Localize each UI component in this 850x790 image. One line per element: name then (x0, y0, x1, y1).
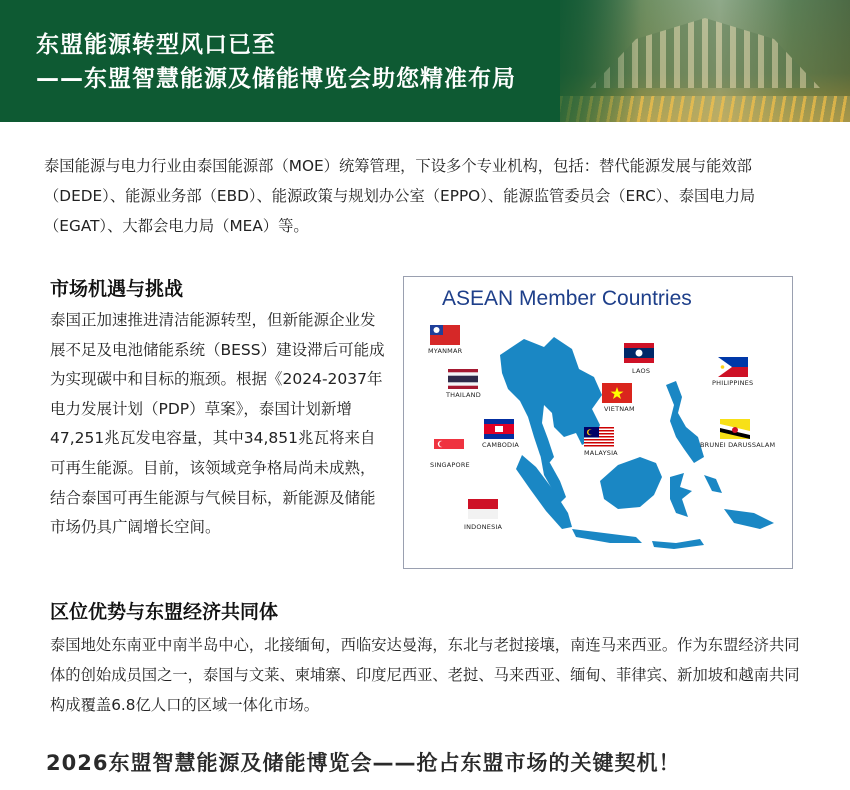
region-paragraph: 泰国地处东南亚中南半岛中心，北接缅甸，西临安达曼海，东北与老挝接壤，南连马来西亚。作为东盟经济共同体的创始成员国之一，泰国与文莱、柬埔寨、印度尼西亚、老挝、马来西亚、缅甸、菲律宾、新加坡和越南共同构成覆盖6.8亿人口的区域一体化市场。 (50, 636, 800, 714)
header-banner (0, 0, 850, 122)
label-laos: LAOS (632, 367, 651, 375)
malaysia-flag-icon (584, 427, 614, 447)
region-heading: 区位优势与东盟经济共同体 (50, 601, 279, 623)
label-singapore: SINGAPORE (430, 461, 470, 469)
label-thailand: THAILAND (446, 391, 481, 399)
label-philippines: PHILIPPINES (712, 379, 754, 387)
closing-headline: 2026东盟智慧能源及储能博览会——抢占东盟市场的关键契机！ (46, 751, 681, 775)
banner-fade (520, 0, 640, 122)
intro-paragraph: 泰国能源与电力行业由泰国能源部（MOE）统筹管理，下设多个专业机构，包括：替代能源发展与能效部（DEDE）、能源业务部（EBD）、能源政策与规划办公室（EPPO）、能源监管委员会（ERC）、泰国电力局（EGAT）、大都会电力局（MEA）等。 (44, 157, 756, 235)
map-title: ASEAN Member Countries (442, 287, 692, 310)
laos-flag-icon (624, 343, 654, 363)
label-myanmar: MYANMAR (428, 347, 463, 355)
myanmar-flag-icon (430, 325, 460, 345)
vietnam-flag-icon (602, 383, 632, 403)
label-malaysia: MALAYSIA (584, 449, 618, 457)
singapore-flag-icon (434, 439, 464, 459)
label-indonesia: INDONESIA (464, 523, 503, 531)
borneo-shape (600, 457, 662, 509)
market-paragraph: 泰国正加速推进清洁能源转型，但新能源企业发展不足及电池储能系统（BESS）建设滞后可能成为实现碳中和目标的瓶颈。根据《2024-2037年电力发展计划（PDP）草案》，泰国计划新增47,251兆瓦发电容量，其中34,851兆瓦将来自可再生能源。目前，该领域竞争格局尚未成熟，结合泰国可再生能源与气候目标，新能源及储能市场仍具广阔增长空间。 (50, 311, 385, 537)
philippines-flag-icon (718, 357, 748, 377)
banner-title-line1: 东盟能源转型风口已至 (36, 32, 276, 58)
asean-map (403, 276, 793, 569)
label-cambodia: CAMBODIA (482, 441, 520, 449)
cambodia-flag-icon (484, 419, 514, 439)
philippines-shape (666, 381, 704, 463)
label-brunei: BRUNEI DARUSSALAM (700, 441, 776, 449)
indonesia-flag-icon (468, 499, 498, 519)
thailand-flag-icon (448, 369, 478, 389)
banner-title-line2: ——东盟智慧能源及储能博览会助您精准布局 (36, 66, 516, 92)
label-vietnam: VIETNAM (604, 405, 635, 413)
brunei-flag-icon (720, 419, 750, 439)
java-shape (572, 529, 642, 543)
market-heading: 市场机遇与挑战 (50, 278, 184, 300)
sulawesi-shape (670, 473, 692, 517)
